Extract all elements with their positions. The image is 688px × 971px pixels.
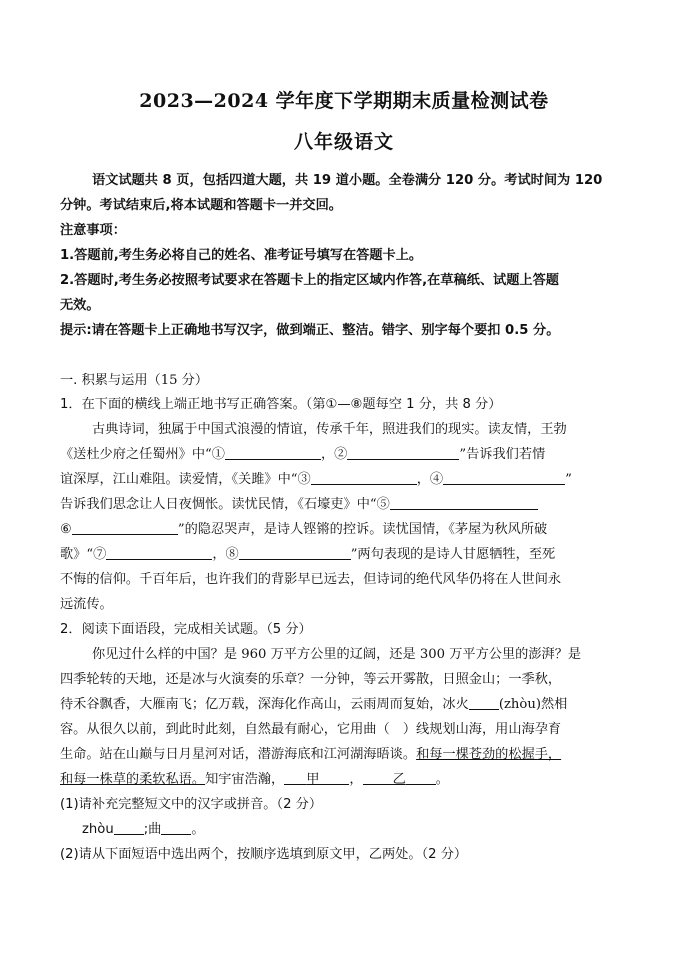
notice-item-2-line-2: 无效。: [60, 298, 100, 313]
q1-text-seg: 谊深厚，江山难阻。读爱情，《关雎》中“③: [60, 472, 311, 487]
zhou-blank[interactable]: [469, 696, 499, 710]
q1-text-seg: 《送杜少府之任蜀州》中“①: [60, 447, 225, 462]
answer-blank-6[interactable]: [72, 521, 178, 535]
q2-sub1-answer-line: [82, 821, 652, 839]
blank-tail-yi: [406, 771, 436, 785]
answer-blank-3[interactable]: [311, 471, 417, 485]
answer-blank-qu[interactable]: [161, 821, 191, 835]
q1-text-seg: 告诉我们思念让人日夜惆怅。读忧民情，《石壕吏》中“⑤: [60, 497, 390, 512]
q2-text-seg: zhòu: [82, 822, 114, 837]
q1-text-seg: ”: [565, 472, 572, 487]
q2-sub1: (1)请补充完整短文中的汉字或拼音。（2 分）: [60, 797, 323, 812]
notice-heading: 注意事项：: [60, 223, 126, 238]
section1-heading: 一. 积累与运用（15 分）: [60, 373, 209, 388]
q2-text-seg: 生命。站在山巅与日月星河对话，潜游海底和江河湖海晤谈。: [60, 747, 417, 762]
answer-blank-zhou[interactable]: [114, 821, 144, 835]
answer-blank-1[interactable]: [225, 446, 321, 460]
q1-text-seg: ，②: [321, 447, 348, 462]
q2-passage-line-6: [60, 771, 630, 789]
q1-text-seg: ”两句表现的是诗人甘愿牺牲，至死: [350, 547, 556, 562]
q2-sub2: (2)请从下面短语中选出两个，按顺序选填到原文甲，乙两处。（2 分）: [60, 847, 468, 862]
q1-text-line-5: [60, 521, 630, 539]
q1-text-seg: ”的隐忍哭声，是诗人铿锵的控诉。读忧国情，《茅屋为秋风所破: [177, 522, 548, 537]
blank-jia-label[interactable]: 甲: [306, 772, 320, 787]
q2-passage-line-4: 容。从很久以前，到此时此刻，自然最有耐心，它用曲（ ）线规划山海，用山海孕育: [60, 722, 562, 737]
answer-blank-4[interactable]: [443, 471, 565, 485]
answer-blank-5[interactable]: [390, 496, 538, 510]
q1-text-line-3: [60, 471, 630, 489]
q2-text-seg: ;曲: [143, 822, 162, 837]
q1-text-seg: ⑥: [60, 522, 72, 537]
q1-text-seg: ”告诉我们若情: [459, 447, 546, 462]
q1-text-line-7: 不悔的信仰。千百年后，也许我们的背影早已远去，但诗词的绝代风华仍将在人世间永: [60, 572, 562, 587]
q2-passage-line-5: [60, 746, 630, 764]
q2-text-seg: 。: [435, 772, 449, 787]
notice-item-2-line-1: 2.答题时,考生务必按照考试要求在答题卡上的指定区域内作答,在草稿纸、试题上答题: [60, 273, 559, 288]
q2-text-seg: (zhòu)然相: [498, 697, 568, 712]
q2-passage-line-2: 四季轮转的天地，还是冰与火演奏的乐章？一分钟，等云开雾散，日照金山；一季秋，: [60, 672, 562, 687]
blank-lead-jia: [284, 771, 306, 785]
q2-passage-line-3: [60, 696, 630, 714]
q2-text-seg: ，: [349, 772, 363, 787]
grade-subject: 八年级语文: [293, 131, 394, 153]
instructions-intro-2: 分钟。考试结束后,将本试题和答题卡一并交回。: [60, 198, 342, 213]
writing-tip: 提示:请在答题卡上正确地书写汉字，做到端正、整洁。错字、别字每个要扣 0.5 分。: [60, 323, 560, 338]
q1-text-line-8: 远流传。: [60, 597, 113, 612]
instructions-intro-1: 语文试题共 8 页，包括四道大题，共 19 道小题。全卷满分 120 分。考试时间为 120: [92, 173, 603, 188]
underlined-sentence-part-2: 和每一株草的柔软私语。: [60, 772, 206, 787]
q2-text-seg: 知宇宙浩瀚，: [205, 772, 285, 787]
answer-blank-7[interactable]: [106, 546, 212, 560]
q1-stem: 1．在下面的横线上端正地书写正确答案。（第①—⑧题每空 1 分，共 8 分）: [60, 397, 502, 412]
answer-blank-2[interactable]: [347, 446, 459, 460]
q2-text-seg: 待禾谷飘香，大雁南飞；亿万载，深海化作高山，云雨周而复始，冰火: [60, 697, 469, 712]
q1-text-line-2: [60, 446, 630, 464]
q2-text-seg: 。: [191, 822, 205, 837]
answer-blank-8[interactable]: [239, 546, 351, 560]
q1-text-line-4: [60, 496, 630, 514]
blank-yi-label[interactable]: 乙: [392, 772, 406, 787]
blank-tail-jia: [319, 771, 349, 785]
q2-passage-line-1: 你见过什么样的中国？是 960 万平方公里的辽阔，还是 300 万平方公里的澎湃？是: [92, 647, 582, 662]
q1-text-seg: ，④: [416, 472, 444, 487]
exam-title: 2023—2024 学年度下学期期末质量检测试卷: [139, 90, 549, 112]
blank-lead-yi: [363, 771, 393, 785]
q2-stem: 2．阅读下面语段，完成相关试题。（5 分）: [60, 622, 312, 637]
q1-text-seg: ，⑧: [212, 547, 239, 562]
q1-text-line-6: [60, 546, 630, 564]
q1-text-line-1: 古典诗词，独属于中国式浪漫的情谊，传承千年，照进我们的现实。读友情，王勃: [92, 422, 567, 437]
q1-text-seg: 歌》“⑦: [60, 547, 107, 562]
notice-item-1: 1.答题前,考生务必将自己的姓名、准考证号填写在答题卡上。: [60, 248, 423, 263]
underlined-sentence-part-1: 和每一棵苍劲的松握手，: [416, 747, 562, 762]
